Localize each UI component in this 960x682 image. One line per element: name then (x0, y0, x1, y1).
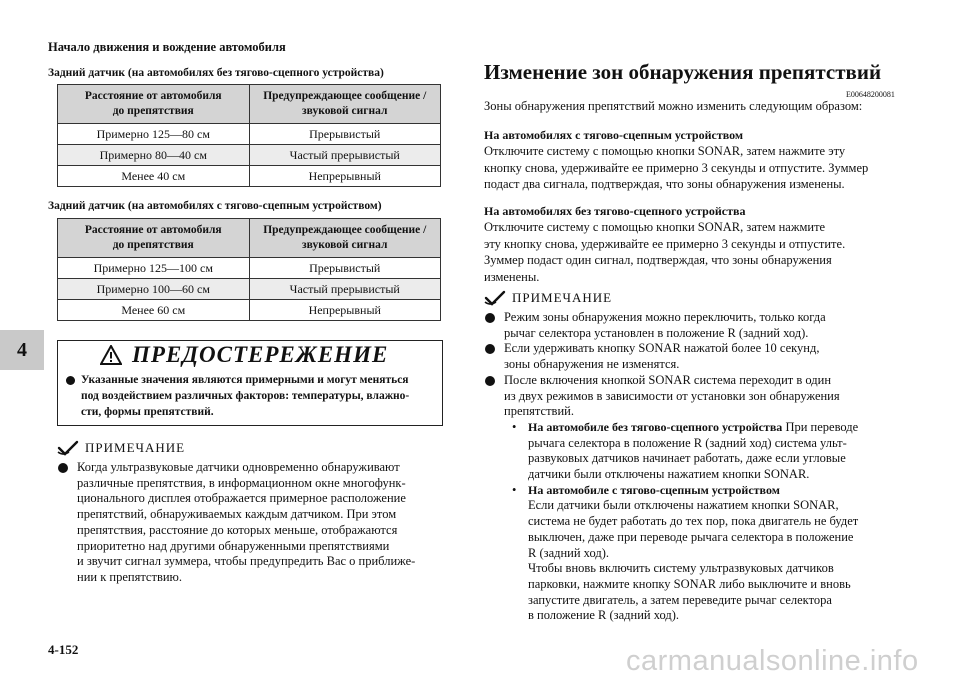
note-line: рычаг селектора установлен в положение R (задний ход). (504, 325, 809, 340)
note-line: датчики были отключены нажатием кнопки SONAR. (528, 467, 810, 482)
note-line: После включения кнопкой SONAR система переходит в один (504, 372, 832, 387)
no-hitch-line: эту кнопку снова, удерживайте ее примерно 3 секунды и отпустите. (484, 236, 846, 251)
section-intro: Зоны обнаружения препятствий можно изменить следующим образом: (484, 99, 863, 113)
note-line: парковки, нажмите кнопку SONAR либо выключите и вновь (528, 576, 851, 591)
note-line: различные препятствия, в информационном окне многофунк- (77, 475, 406, 490)
page-number: 4-152 (48, 642, 79, 657)
table-cell: Примерно 80—40 см (58, 145, 250, 166)
bullet-icon (485, 344, 495, 354)
table1-caption: Задний датчик (на автомобилях без тягово-сцепного устройства) (48, 67, 384, 79)
sub-bullet-marker: • (512, 419, 517, 434)
sub-bullet-marker: • (512, 482, 517, 497)
note-pencil-icon (57, 440, 79, 456)
table2-caption: Задний датчик (на автомобилях с тягово-сцепным устройством) (48, 200, 382, 212)
note-line: препятствий. (504, 404, 574, 419)
table2 (57, 218, 441, 321)
table1-header-distance (58, 85, 250, 124)
note-line: R (задний ход). (528, 545, 609, 560)
section-title: Изменение зон обнаружения препятствий (484, 60, 882, 84)
warning-line: Указанные значения являются примерными и могут меняться (81, 374, 409, 386)
table2-h1-l2: до препятствия (112, 239, 194, 251)
warning-box (57, 340, 443, 426)
sub-bullet-title: На автомобиле без тягово-сцепного устройства (528, 419, 783, 434)
table1-h1-l2: до препятствия (112, 105, 194, 117)
table2-header-signal (249, 219, 441, 258)
note-bullet (57, 460, 449, 586)
note-header (57, 440, 449, 456)
table-cell: Непрерывный (249, 166, 441, 187)
note-line: система не будет работать до тех пор, пока двигатель не будет (528, 514, 859, 529)
bullet-icon (58, 463, 68, 473)
table-cell: Прерывистый (249, 258, 441, 279)
no-hitch-subtitle: На автомобилях без тягово-сцепного устройства (484, 204, 746, 218)
hitch-line: кнопку снова, удерживайте ее примерно 3 секунды и отпустите. Зуммер (484, 160, 869, 175)
table-row (58, 258, 441, 279)
note-title: ПРИМЕЧАНИЕ (512, 290, 613, 305)
warning-header (58, 341, 442, 369)
note-bullet (484, 310, 900, 341)
table-cell: Менее 60 см (58, 300, 250, 321)
warning-line: сти, формы препятствий. (81, 406, 214, 418)
section-hitch (484, 128, 894, 193)
warning-line: под воздействием различных факторов: температуры, влажно- (81, 390, 410, 402)
note-line: нии к препятствию. (77, 569, 182, 584)
note-line: Когда ультразвуковые датчики одновременно обнаруживают (77, 460, 400, 474)
note-line: развуковых датчиков начинает работать, даже если угловые (528, 451, 846, 466)
no-hitch-line: Отключите систему с помощью кнопки SONAR, затем нажмите (484, 220, 826, 234)
note-bullet (484, 341, 900, 372)
table1-h2-l1: Предупреждающее сообщение / (263, 90, 427, 102)
left-note (57, 440, 449, 586)
hitch-line: подаст два сигнала, подтверждая, что зоны обнаружения изменены. (484, 177, 845, 191)
table-cell: Примерно 125—80 см (58, 124, 250, 145)
section-code: E00648200081 (846, 90, 895, 99)
table2-h1-l1: Расстояние от автомобиля (84, 224, 222, 236)
table1-h2-l2: звуковой сигнал (302, 105, 388, 117)
bullet-icon (66, 376, 75, 385)
note-line: препятствия, расстояние до которых меньше, отображаются (77, 522, 398, 537)
table-cell: Менее 40 см (58, 166, 250, 187)
table1-header-signal (249, 85, 441, 124)
note-line: рычага селектора в положение R (задний ход) система ульт- (528, 435, 847, 450)
warning-body (66, 372, 434, 420)
table2-h2-l2: звуковой сигнал (302, 239, 388, 251)
table-row (58, 124, 441, 145)
note-line: и звучит сигнал зуммера, чтобы предупредить Вас о приближе- (77, 554, 416, 569)
hitch-line: Отключите систему с помощью кнопки SONAR, затем нажмите эту (484, 144, 846, 158)
note-line: При переводе (782, 419, 859, 434)
note-line: зоны обнаружения не изменятся. (504, 357, 680, 372)
note-line: Режим зоны обнаружения можно переключить, только когда (504, 310, 826, 324)
note-bullet (484, 373, 900, 624)
chapter-tab (0, 330, 44, 370)
section-no-hitch (484, 204, 894, 285)
table-row (58, 300, 441, 321)
note-line: в положение R (задний ход). (528, 608, 680, 623)
sub-bullet (504, 483, 900, 624)
table1-h1-l1: Расстояние от автомобиля (84, 90, 222, 102)
note-line: препятствий, обнаруживаемых каждым датчиком. При этом (77, 507, 397, 522)
no-hitch-line: Зуммер подаст один сигнал, подтверждая, что зоны обнаружения (484, 253, 832, 267)
note-line: Чтобы вновь включить систему ультразвуковых датчиков (528, 561, 834, 576)
note-line: Если удерживать кнопку SONAR нажатой более 10 секунд, (504, 341, 820, 356)
note-header (484, 290, 900, 306)
table-row (58, 166, 441, 187)
table-cell: Частый прерывистый (249, 145, 441, 166)
hitch-subtitle: На автомобилях с тягово-сцепным устройством (484, 128, 744, 142)
note-line: Если датчики были отключены нажатием кнопки SONAR, (528, 498, 839, 513)
bullet-icon (485, 376, 495, 386)
table-cell: Прерывистый (249, 124, 441, 145)
table-cell: Непрерывный (249, 300, 441, 321)
bullet-icon (485, 313, 495, 323)
note-line: из двух режимов в зависимости от установки зон обнаружения (504, 388, 840, 403)
table-row (58, 145, 441, 166)
warning-triangle-icon (100, 345, 122, 365)
table1 (57, 84, 441, 187)
table-row (58, 279, 441, 300)
table2-h2-l1: Предупреждающее сообщение / (263, 224, 427, 236)
sub-bullet-title: На автомобиле с тягово-сцепным устройством (528, 482, 780, 497)
table-cell: Частый прерывистый (249, 279, 441, 300)
note-line: ционального дисплея отображается примерное расположение (77, 491, 406, 506)
warning-title: ПРЕДОСТЕРЕЖЕНИЕ (132, 342, 389, 367)
watermark: carmanualsonline.info (626, 645, 919, 677)
table-cell: Примерно 125—100 см (58, 258, 250, 279)
running-header: Начало движения и вождение автомобиля (48, 40, 286, 54)
note-pencil-icon (484, 290, 506, 306)
note-line: выключен, даже при переводе рычага селектора в положение (528, 529, 854, 544)
sub-bullet (504, 420, 900, 483)
no-hitch-line: изменены. (484, 269, 540, 284)
table2-header-distance (58, 219, 250, 258)
note-title: ПРИМЕЧАНИЕ (85, 440, 186, 455)
note-line: запустите двигатель, а затем переведите рычаг селектора (528, 592, 832, 607)
chapter-number: 4 (17, 338, 27, 361)
right-note (484, 290, 900, 624)
note-line: приоритетно над другими обнаруженными препятствиями (77, 538, 390, 553)
table-cell: Примерно 100—60 см (58, 279, 250, 300)
